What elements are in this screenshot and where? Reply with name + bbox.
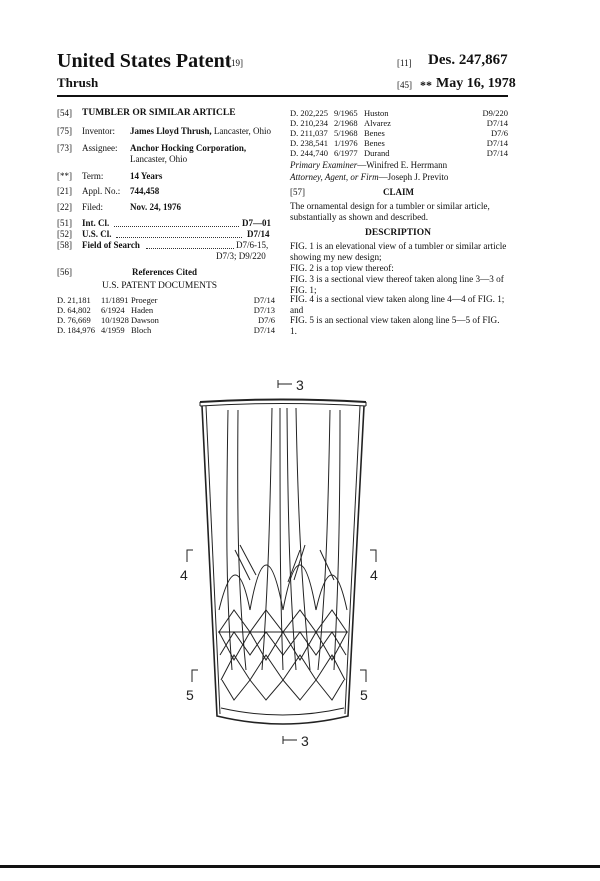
- tumbler-drawing: [0, 370, 600, 790]
- header-rule: [57, 95, 508, 97]
- reference-row: [57, 325, 275, 335]
- ref-date: 6/1977: [334, 148, 358, 158]
- ref-name: Dawson: [131, 315, 159, 325]
- label-3-top: 3: [296, 377, 304, 393]
- label-5-right: 5: [360, 687, 368, 703]
- desc-fig5: FIG. 5 is an sectional view taken along line 5—5 of FIG. 1.: [290, 315, 500, 336]
- intcl-label: Int. Cl.: [82, 218, 110, 228]
- examiner-name: —Winifred E. Herrmann: [357, 160, 448, 170]
- ref-class: D7/14: [253, 325, 275, 335]
- ref-name: Benes: [364, 128, 385, 138]
- inventor-surname: Thrush: [57, 75, 99, 90]
- ref-date: 10/1928: [101, 315, 129, 325]
- reference-row: [290, 118, 508, 128]
- reference-row: [290, 108, 508, 118]
- ref-number: D. 64,802: [57, 305, 91, 315]
- ref-52: [52]: [57, 229, 72, 239]
- ref-name: Proeger: [131, 295, 158, 305]
- claim-text: The ornamental design for a tumbler or similar article, substantially as shown and described.: [290, 201, 490, 222]
- ref-56: [56]: [57, 267, 72, 277]
- ref-class: D7/14: [486, 148, 508, 158]
- ref-term: [**]: [57, 171, 72, 181]
- date-marker: **: [420, 78, 432, 92]
- term-label: Term:: [82, 171, 104, 181]
- inventor-place: Lancaster, Ohio: [213, 126, 271, 136]
- uscl-label: U.S. Cl.: [82, 229, 112, 239]
- ref-date: 6/1924: [101, 305, 125, 315]
- ref-number: D. 244,740: [290, 148, 329, 158]
- label-3-bottom: 3: [301, 733, 309, 749]
- filed-label: Filed:: [82, 202, 104, 212]
- ref-class: D7/13: [253, 305, 275, 315]
- reference-row: [57, 295, 275, 305]
- ref-name: Bloch: [131, 325, 152, 335]
- section-4-right-marker: [370, 550, 376, 562]
- attorney-line: [290, 172, 448, 182]
- ref-number: D. 210,234: [290, 118, 329, 128]
- examiner-line: [290, 160, 447, 170]
- ref-class: D9/220: [482, 108, 508, 118]
- ref-name: Haden: [131, 305, 154, 315]
- ref-21: [21]: [57, 186, 72, 196]
- description-title: DESCRIPTION: [365, 228, 431, 238]
- term-value: 14 Years: [130, 171, 163, 181]
- claim-title: CLAIM: [383, 187, 414, 197]
- ref-date: 11/1891: [101, 295, 129, 305]
- uscl-value: D7/14: [247, 229, 270, 239]
- assignee-label: Assignee:: [82, 143, 118, 153]
- label-5-left: 5: [186, 687, 194, 703]
- section-3-bottom-indicator: [283, 736, 297, 744]
- inventor-name: James Lloyd Thrush,: [130, 126, 212, 136]
- ref-name: Durand: [364, 148, 390, 158]
- field-dots: [146, 248, 234, 249]
- reference-row: [57, 305, 275, 315]
- refs-subtitle: U.S. PATENT DOCUMENTS: [102, 281, 218, 291]
- ref-class: D7/14: [253, 295, 275, 305]
- appl-label: Appl. No.:: [82, 186, 121, 196]
- patent-number: Des. 247,867: [428, 52, 508, 68]
- ref-date: 1/1976: [334, 138, 358, 148]
- ref-date: 9/1965: [334, 108, 358, 118]
- ref-name: Benes: [364, 138, 385, 148]
- appl-value: 744,458: [130, 186, 160, 196]
- ref-date: 4/1959: [101, 325, 125, 335]
- ref-name: Huston: [364, 108, 389, 118]
- inventor-field: [130, 126, 271, 136]
- patent-number-ref: [11]: [397, 58, 412, 68]
- examiner-label: Primary Examiner: [290, 160, 358, 170]
- ref-number: D. 76,669: [57, 315, 91, 325]
- filed-value: Nov. 24, 1976: [130, 202, 182, 212]
- ref-date: 2/1968: [334, 118, 358, 128]
- left-references-table: [57, 295, 275, 335]
- uscl-dots: [116, 237, 242, 238]
- date-ref: [45]: [397, 80, 412, 90]
- intcl-value: D7—01: [242, 218, 271, 228]
- reference-row: [290, 138, 508, 148]
- title-ref: [19]: [228, 58, 243, 68]
- ref-73: [73]: [57, 143, 72, 153]
- ref-number: D. 238,541: [290, 138, 329, 148]
- attorney-label: Attorney, Agent, or Firm: [290, 172, 379, 182]
- patent-date: May 16, 1978: [436, 76, 516, 91]
- ref-number: D. 184,976: [57, 325, 96, 335]
- right-references-table: [290, 108, 508, 158]
- ref-54: [54]: [57, 108, 72, 118]
- reference-row: [57, 315, 275, 325]
- intcl-dots: [114, 226, 239, 227]
- ref-name: Alvarez: [364, 118, 391, 128]
- attorney-name: —Joseph J. Previto: [378, 172, 449, 182]
- desc-fig2: FIG. 2 is a top view thereof:: [290, 263, 394, 273]
- ref-class: D7/6: [258, 315, 275, 325]
- ref-number: D. 202,225: [290, 108, 329, 118]
- ref-75: [75]: [57, 126, 72, 136]
- ref-date: 5/1968: [334, 128, 358, 138]
- label-4-right: 4: [370, 567, 378, 583]
- section-4-left-marker: [187, 550, 193, 562]
- ref-class: D7/6: [491, 128, 508, 138]
- section-5-left-marker: [192, 670, 198, 682]
- label-4-left: 4: [180, 567, 188, 583]
- reference-row: [290, 128, 508, 138]
- ref-51: [51]: [57, 218, 72, 228]
- ref-class: D7/14: [486, 138, 508, 148]
- ref-class: D7/14: [486, 118, 508, 128]
- section-5-right-marker: [360, 670, 366, 682]
- desc-fig4: FIG. 4 is a sectional view taken along line 4—4 of FIG. 1; and: [290, 294, 505, 315]
- inventor-label: Inventor:: [82, 126, 115, 136]
- ref-22: [22]: [57, 202, 72, 212]
- assignee-name: Anchor Hocking Corporation,: [130, 143, 247, 153]
- field-value-2: D7/3; D9/220: [216, 251, 266, 261]
- invention-title: TUMBLER OR SIMILAR ARTICLE: [82, 108, 236, 118]
- assignee-place: Lancaster, Ohio: [130, 154, 188, 164]
- field-label: Field of Search: [82, 240, 140, 250]
- reference-row: [290, 148, 508, 158]
- desc-fig3: FIG. 3 is a sectional view thereof taken along line 3—3 of FIG. 1;: [290, 274, 504, 295]
- ref-58: [58]: [57, 240, 72, 250]
- ref-number: D. 21,181: [57, 295, 91, 305]
- section-3-top-indicator: [278, 380, 292, 388]
- refs-title: References Cited: [132, 267, 198, 277]
- bottom-rule: [0, 865, 600, 868]
- ref-57: [57]: [290, 187, 305, 197]
- field-value-1: D7/6-15,: [236, 240, 269, 250]
- patent-title: United States Patent: [57, 50, 232, 72]
- ref-number: D. 211,037: [290, 128, 328, 138]
- desc-fig1: FIG. 1 is an elevational view of a tumbler or similar article showing my new design;: [290, 241, 507, 262]
